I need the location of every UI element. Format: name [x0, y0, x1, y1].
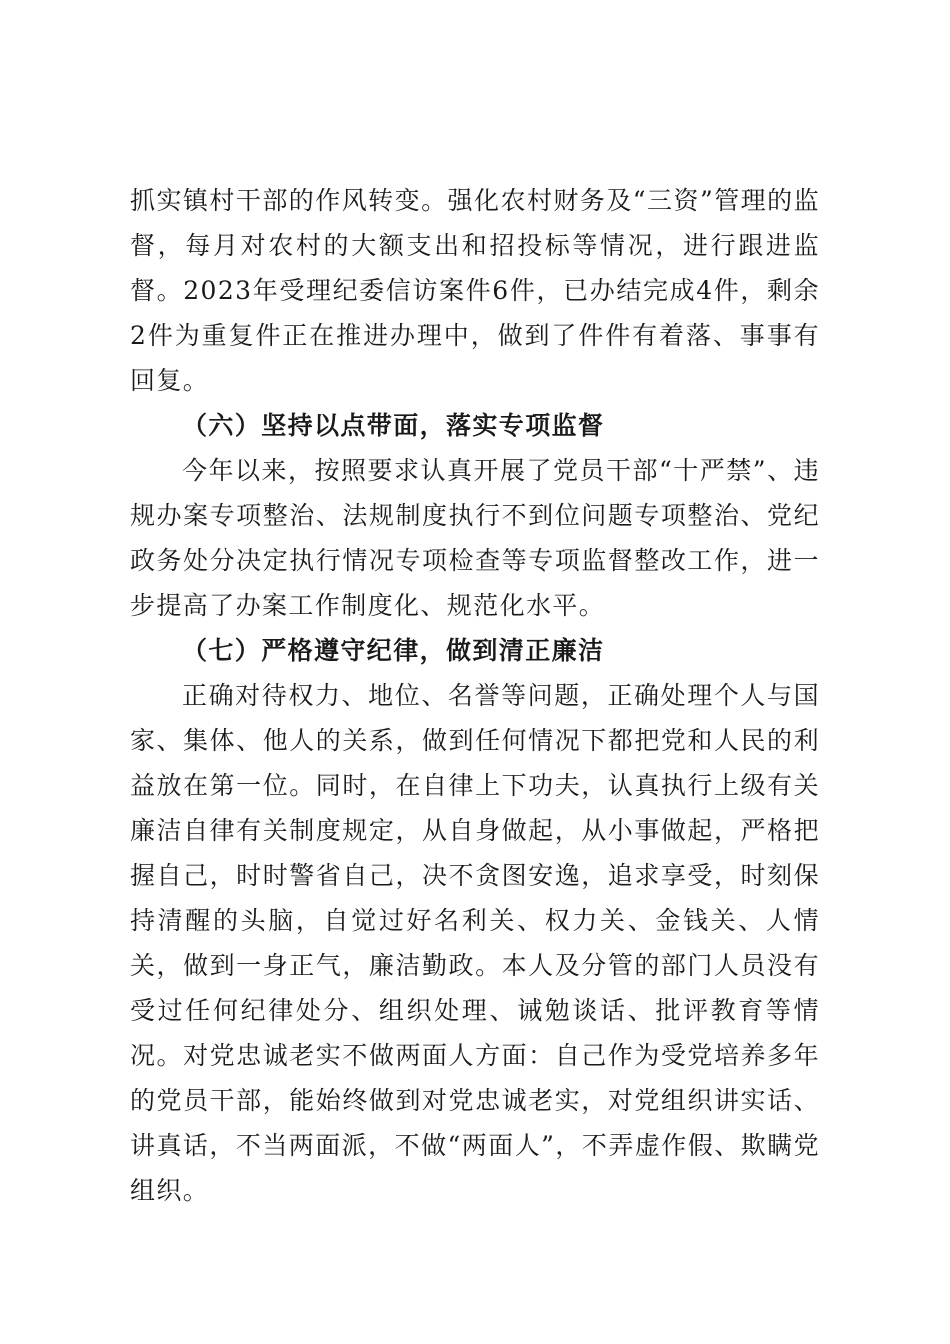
document-body [130, 178, 820, 1213]
section-heading-6: （六）坚持以点带面，落实专项监督 [182, 411, 605, 440]
section-heading-7: （七）严格遵守纪律，做到清正廉洁 [182, 636, 605, 665]
paragraph-cadre-supervision: 抓实镇村干部的作风转变。强化农村财务及“三资”管理的监督，每月对农村的大额支出和招投标等情况，进行跟进监督。2023年受理纪委信访案件6件，已办结完成4件，剩余2件为重复件正在推进办理中，做到了件件有着落、事事有回复。 [130, 186, 820, 395]
paragraph-discipline-integrity: 正确对待权力、地位、名誉等问题，正确处理个人与国家、集体、他人的关系，做到任何情况下都把党和人民的利益放在第一位。同时，在自律上下功夫，认真执行上级有关廉洁自律有关制度规定，从自身做起，从小事做起，严格把握自己，时时警省自己，决不贪图安逸，追求享受，时刻保持清醒的头脑，自觉过好名利关、权力关、金钱关、人情关，做到一身正气，廉洁勤政。本人及分管的部门人员没有受过任何纪律处分、组织处理、诫勉谈话、批评教育等情况。对党忠诚老实不做两面人方面：自己作为受党培养多年的党员干部，能始终做到对党忠诚老实，对党组织讲实话、讲真话，不当两面派，不做“两面人”，不弄虚作假、欺瞒党组织。 [130, 681, 820, 1205]
paragraph-special-supervision: 今年以来，按照要求认真开展了党员干部“十严禁”、违规办案专项整治、法规制度执行不到位问题专项整治、党纪政务处分决定执行情况专项检查等专项监督整改工作，进一步提高了办案工作制度化、规范化水平。 [130, 456, 820, 620]
